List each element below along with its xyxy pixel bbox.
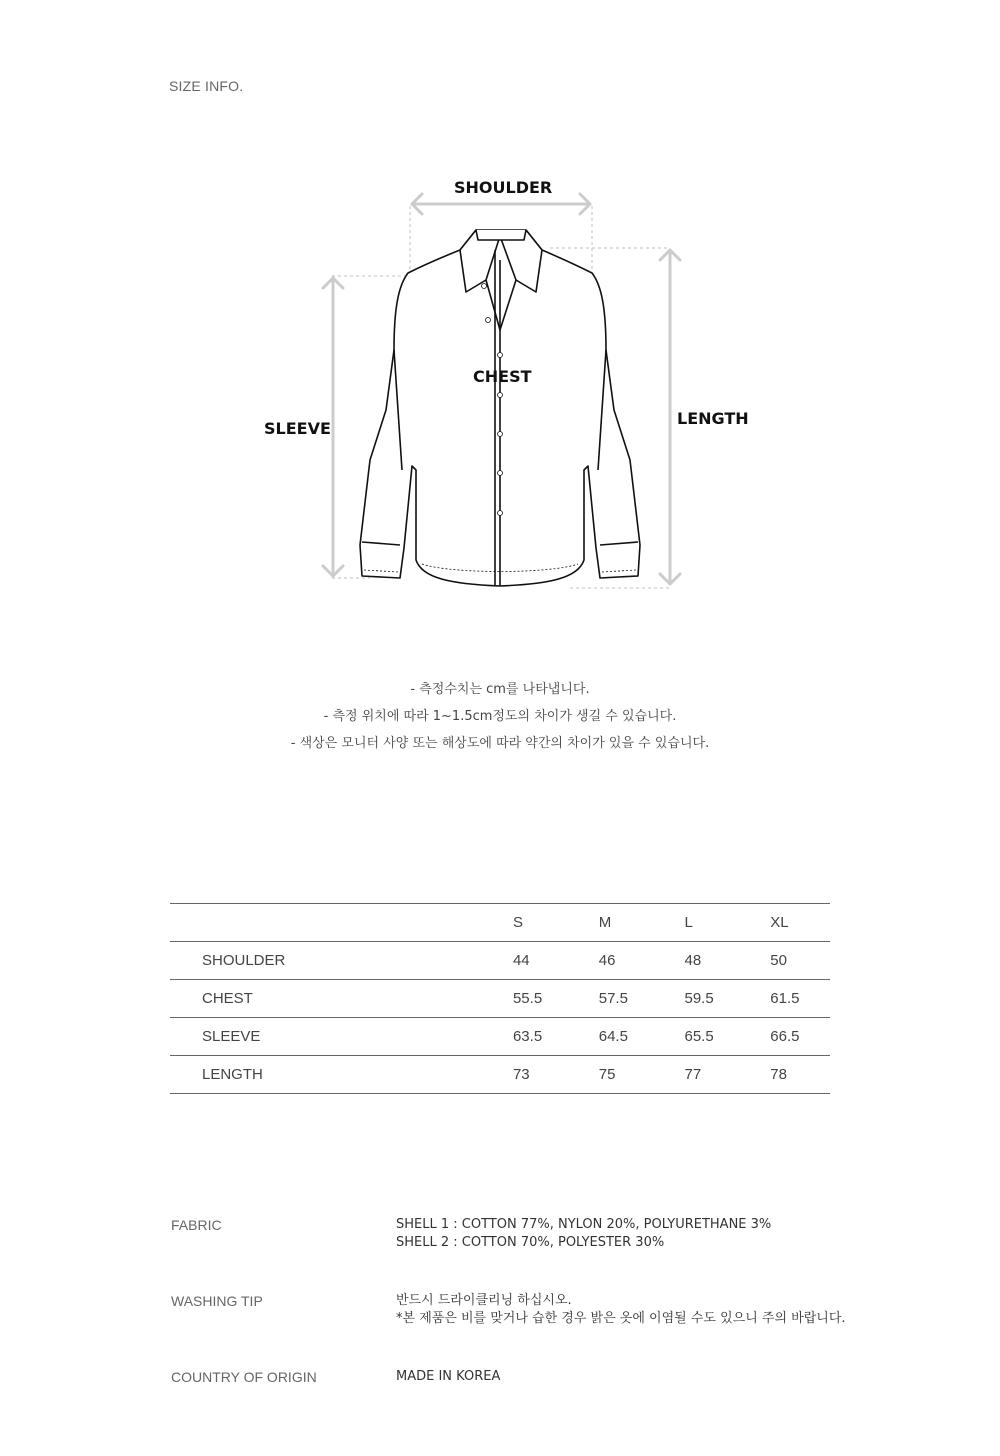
table-cell: 55.5 <box>513 980 599 1018</box>
table-row <box>170 1018 830 1056</box>
size-table <box>170 903 830 1094</box>
header-cell: L <box>685 904 771 942</box>
row-name: SHOULDER <box>170 942 513 980</box>
note-line: - 측정수치는 cm를 나타냅니다. <box>410 682 590 697</box>
table-cell: 63.5 <box>513 1018 599 1056</box>
size-diagram <box>250 170 750 600</box>
table-cell: 46 <box>599 942 685 980</box>
fabric-line: SHELL 2 : COTTON 70%, POLYESTER 30% <box>396 1235 665 1250</box>
header-cell: S <box>513 904 599 942</box>
header-cell: M <box>599 904 685 942</box>
header-cell: XL <box>770 904 830 942</box>
table-row <box>170 942 830 980</box>
table-cell: 75 <box>599 1056 685 1094</box>
washing-tip-line: *본 제품은 비를 맞거나 습한 경우 밝은 옷에 이염될 수도 있으니 주의 바랍니다. <box>396 1311 846 1326</box>
table-cell: 64.5 <box>599 1018 685 1056</box>
country-of-origin-value <box>396 1368 500 1386</box>
measurement-notes <box>0 680 1000 761</box>
note-line: - 측정 위치에 따라 1~1.5cm정도의 차이가 생길 수 있습니다. <box>323 709 677 724</box>
length-label: LENGTH <box>677 409 749 428</box>
table-cell: 61.5 <box>770 980 830 1018</box>
table-row <box>170 1056 830 1094</box>
row-name: CHEST <box>170 980 513 1018</box>
section-title: SIZE INFO. <box>169 78 244 94</box>
shoulder-label: SHOULDER <box>454 178 553 197</box>
table-cell: 78 <box>770 1056 830 1094</box>
table-cell: 44 <box>513 942 599 980</box>
note-line: - 색상은 모니터 사양 또는 해상도에 따라 약간의 차이가 있을 수 있습니다. <box>290 736 710 751</box>
table-cell: 48 <box>685 942 771 980</box>
table-row <box>170 980 830 1018</box>
country-of-origin-line: MADE IN KOREA <box>396 1369 501 1384</box>
table-cell: 50 <box>770 942 830 980</box>
row-name: LENGTH <box>170 1056 513 1094</box>
sleeve-label: SLEEVE <box>264 419 331 438</box>
table-cell: 57.5 <box>599 980 685 1018</box>
washing-tip-label: WASHING TIP <box>171 1293 263 1309</box>
table-cell: 77 <box>685 1056 771 1094</box>
fabric-line: SHELL 1 : COTTON 77%, NYLON 20%, POLYURETHANE 3% <box>396 1217 772 1232</box>
table-cell: 65.5 <box>685 1018 771 1056</box>
washing-tip-value <box>396 1292 846 1328</box>
table-header-row <box>170 904 830 942</box>
row-name: SLEEVE <box>170 1018 513 1056</box>
fabric-value <box>396 1216 771 1252</box>
country-of-origin-label: COUNTRY OF ORIGIN <box>171 1369 317 1385</box>
chest-label: CHEST <box>473 367 532 386</box>
shirt-outline <box>360 230 640 586</box>
header-cell <box>170 904 513 942</box>
fabric-label: FABRIC <box>171 1217 222 1233</box>
washing-tip-line: 반드시 드라이클리닝 하십시오. <box>396 1293 572 1308</box>
table-cell: 73 <box>513 1056 599 1094</box>
table-cell: 66.5 <box>770 1018 830 1056</box>
table-cell: 59.5 <box>685 980 771 1018</box>
